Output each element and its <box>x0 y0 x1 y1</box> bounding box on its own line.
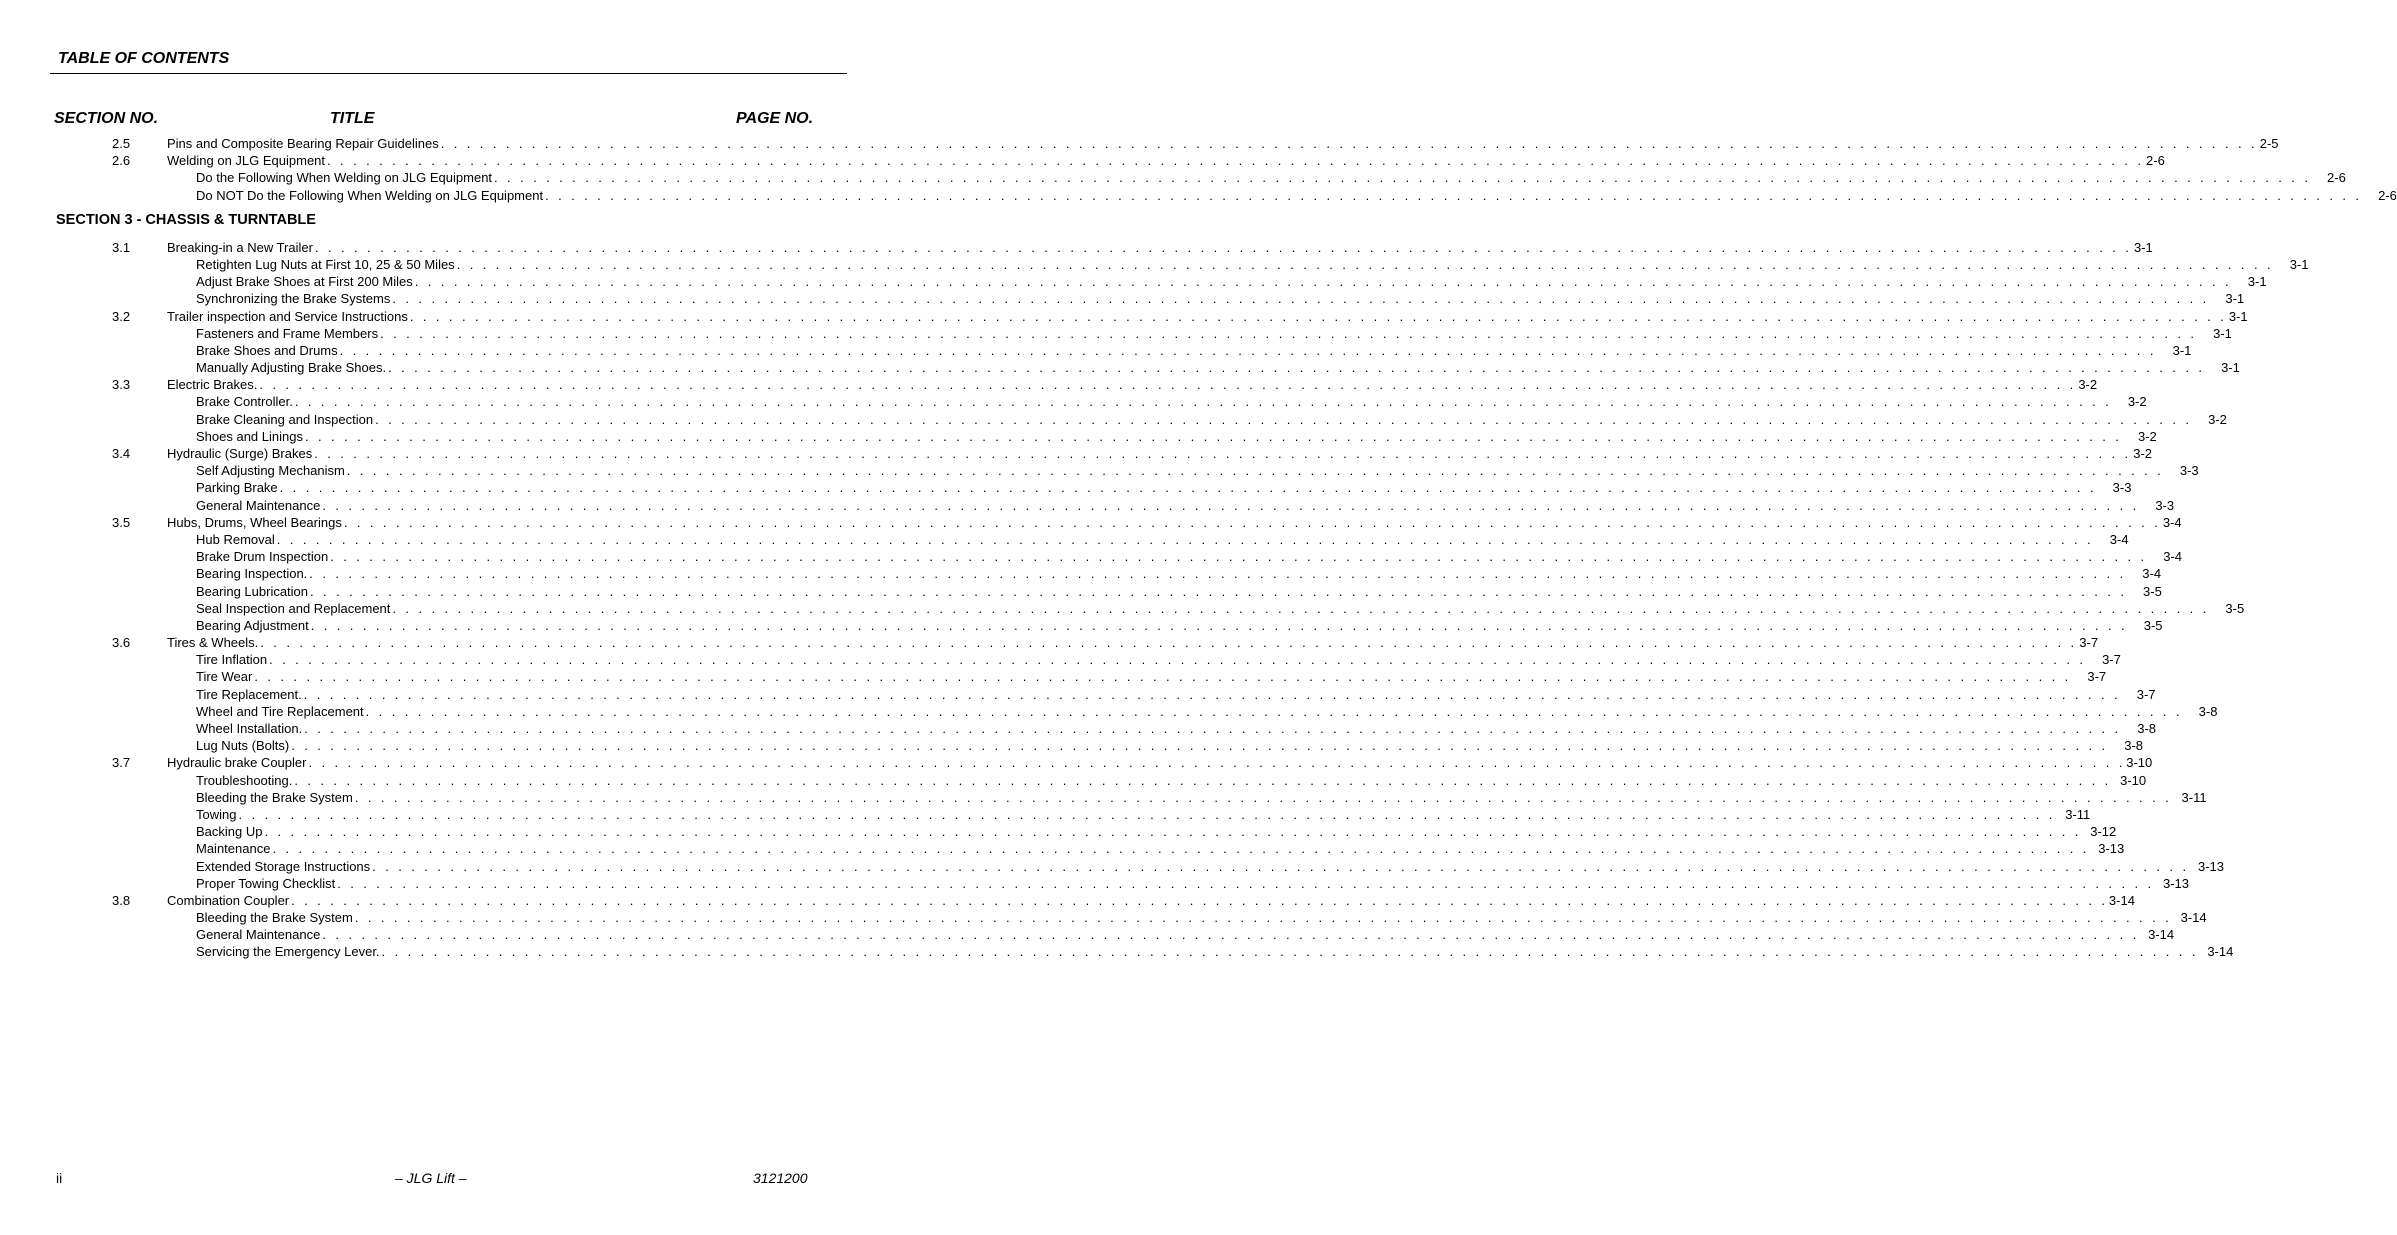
section-heading-text: SECTION 3 - CHASSIS & TURNTABLE <box>56 211 316 228</box>
toc-entry-number: 3.5 <box>112 514 131 530</box>
dot-leader: . . . . . . . . . . . . . . . . . . . . . . . . . . . . . . . . . . . . . . . . . . . . . . . . . . . . . . . . . . . . . . . . . . . . . . . . . . . . . . . . . . . . . . . . . . . . . . . . . . . . . . . . . . . . . . . . . . . . . . . . . . . . . . . . . . . . . . . . . . . . <box>259 377 2077 393</box>
dot-leader: . . . . . . . . . . . . . . . . . . . . . . . . . . . . . . . . . . . . . . . . . . . . . . . . . . . . . . . . . . . . . . . . . . . . . . . . . . . . . . . . . . . . . . . . . . . . . . . . . . . . . . . . . . . . . . . . . . . . . . . . . . . . . . . . . . . . . . . . . . . . <box>238 806 2056 822</box>
toc-subentry[interactable] <box>0 342 2192 359</box>
dot-leader: . . . . . . . . . . . . . . . . . . . . . . . . . . . . . . . . . . . . . . . . . . . . . . . . . . . . . . . . . . . . . . . . . . . . . . . . . . . . . . . . . . . . . . . . . . . . . . . . . . . . . . . . . . . . . . . . . . . . . . . . . . . . . . . . . . . . . . . . . . . . <box>494 170 2311 186</box>
toc-entry-title: Brake Drum Inspection <box>196 549 329 565</box>
dot-leader: . . . . . . . . . . . . . . . . . . . . . . . . . . . . . . . . . . . . . . . . . . . . . . . . . . . . . . . . . . . . . . . . . . . . . . . . . . . . . . . . . . . . . . . . . . . . . . . . . . . . . . . . . . . . . . . . . . . . . . . . . . . . . . . . . . . . . . . . . . . . <box>346 463 2164 479</box>
toc-entry-title: Do NOT Do the Following When Welding on JLG Equipment <box>196 187 544 203</box>
toc-entry-line <box>196 600 2245 617</box>
toc-entry-line <box>196 943 2234 960</box>
toc-entry-page: 3-14 <box>2180 910 2207 926</box>
toc-entry-line <box>167 308 2248 325</box>
toc-subentry[interactable] <box>0 943 2234 960</box>
dot-leader: . . . . . . . . . . . . . . . . . . . . . . . . . . . . . . . . . . . . . . . . . . . . . . . . . . . . . . . . . . . . . . . . . . . . . . . . . . . . . . . . . . . . . . . . . . . . . . . . . . . . . . . . . . . . . . . . . . . . . . . . . . . . . . . . . . . . . . . . . . . . <box>388 360 2205 376</box>
toc-entry-line <box>196 565 2162 582</box>
toc-entry-line <box>196 359 2240 376</box>
toc-entry-title: Fasteners and Frame Members <box>196 325 379 341</box>
toc-entry-page: 3-3 <box>2155 497 2175 513</box>
dot-leader: . . . . . . . . . . . . . . . . . . . . . . . . . . . . . . . . . . . . . . . . . . . . . . . . . . . . . . . . . . . . . . . . . . . . . . . . . . . . . . . . . . . . . . . . . . . . . . . . . . . . . . . . . . . . . . . . . . . . . . . . . . . . . . . . . . . . . . . . . . . . <box>314 446 2132 461</box>
toc-entry-page: 3-8 <box>2124 738 2143 754</box>
toc-entry-line <box>196 617 2163 634</box>
toc-entry-line <box>196 428 2157 445</box>
toc-subentry[interactable] <box>0 531 2129 548</box>
toc-entry-page: 3-2 <box>2208 411 2227 427</box>
dot-leader: . . . . . . . . . . . . . . . . . . . . . . . . . . . . . . . . . . . . . . . . . . . . . . . . . . . . . . . . . . . . . . . . . . . . . . . . . . . . . . . . . . . . . . . . . . . . . . . . . . . . . . . . . . . . . . . . . . . . . . . . . . . . . . . . . . . . . . . . . . . . <box>279 480 2097 496</box>
toc-subentry[interactable] <box>0 772 2147 789</box>
toc-entry-number: 3.7 <box>112 755 131 771</box>
toc-entry-line <box>196 823 2117 840</box>
footer-document-number: 3121200 <box>753 1170 808 1186</box>
toc-entry-page: 2-5 <box>2259 136 2279 151</box>
toc-entry-line <box>167 376 2098 393</box>
dot-leader: . . . . . . . . . . . . . . . . . . . . . . . . . . . . . . . . . . . . . . . . . . . . . . . . . . . . . . . . . . . . . . . . . . . . . . . . . . . . . . . . . . . . . . . . . . . . . . . . . . . . . . . . . . . . . . . . . . . . . . . . . . . . . . . . . . . . . . . . . . . . <box>440 136 2258 151</box>
toc-entry-line <box>196 325 2232 342</box>
toc-subentry[interactable] <box>0 565 2162 582</box>
dot-leader: . . . . . . . . . . . . . . . . . . . . . . . . . . . . . . . . . . . . . . . . . . . . . . . . . . . . . . . . . . . . . . . . . . . . . . . . . . . . . . . . . . . . . . . . . . . . . . . . . . . . . . . . . . . . . . . . . . . . . . . . . . . . . . . . . . . . . . . . . . . . <box>456 256 2274 272</box>
toc-entry-number: 3.8 <box>112 892 131 908</box>
toc-entry-number: 3.2 <box>112 308 131 324</box>
toc-subentry[interactable] <box>0 548 2183 565</box>
toc-subentry[interactable] <box>0 290 2245 307</box>
toc-entry-line <box>196 737 2143 754</box>
toc-entry-number: 3.6 <box>112 635 131 651</box>
toc-entry-page: 3-4 <box>2142 566 2162 582</box>
dot-leader: . . . . . . . . . . . . . . . . . . . . . . . . . . . . . . . . . . . . . . . . . . . . . . . . . . . . . . . . . . . . . . . . . . . . . . . . . . . . . . . . . . . . . . . . . . . . . . . . . . . . . . . . . . . . . . . . . . . . . . . . . . . . . . . . . . . . . . . . . . . . <box>381 944 2199 960</box>
toc-subentry[interactable] <box>0 823 2117 840</box>
toc-entry-title: Self Adjusting Mechanism <box>196 463 345 479</box>
dot-leader: . . . . . . . . . . . . . . . . . . . . . . . . . . . . . . . . . . . . . . . . . . . . . . . . . . . . . . . . . . . . . . . . . . . . . . . . . . . . . . . . . . . . . . . . . . . . . . . . . . . . . . . . . . . . . . . . . . . . . . . . . . . . . . . . . . . . . . . . . . . . <box>304 428 2122 444</box>
toc-entry-title: Trailer inspection and Service Instructions <box>167 308 408 324</box>
toc-entry[interactable] <box>0 308 2248 325</box>
toc-entry-line <box>196 875 2190 892</box>
toc-entry-line <box>167 152 2165 169</box>
dot-leader: . . . . . . . . . . . . . . . . . . . . . . . . . . . . . . . . . . . . . . . . . . . . . . . . . . . . . . . . . . . . . . . . . . . . . . . . . . . . . . . . . . . . . . . . . . . . . . . . . . . . . . . . . . . . . . . . . . . . . . . . . . . . . . . . . . . . . . . . . . . . <box>339 342 2157 358</box>
toc-entry-page: 3-7 <box>2136 686 2156 702</box>
toc-entry-line <box>196 411 2227 428</box>
toc-subentry[interactable] <box>0 686 2156 703</box>
toc-entry-number: 3.4 <box>112 446 131 461</box>
toc-entry-page: 3-3 <box>2179 463 2199 479</box>
toc-subentry[interactable] <box>0 720 2157 737</box>
dot-leader: . . . . . . . . . . . . . . . . . . . . . . . . . . . . . . . . . . . . . . . . . . . . . . . . . . . . . . . . . . . . . . . . . . . . . . . . . . . . . . . . . . . . . . . . . . . . . . . . . . . . . . . . . . . . . . . . . . . . . . . . . . . . . . . . . . . . . . . . . . . . <box>392 291 2210 307</box>
toc-subentry[interactable] <box>0 617 2163 634</box>
toc-entry-title: Welding on JLG Equipment <box>167 153 326 169</box>
dot-leader: . . . . . . . . . . . . . . . . . . . . . . . . . . . . . . . . . . . . . . . . . . . . . . . . . . . . . . . . . . . . . . . . . . . . . . . . . . . . . . . . . . . . . . . . . . . . . . . . . . . . . . . . . . . . . . . . . . . . . . . . . . . . . . . . . . . . . . . . . . . . <box>294 772 2112 788</box>
dot-leader: . . . . . . . . . . . . . . . . . . . . . . . . . . . . . . . . . . . . . . . . . . . . . . . . . . . . . . . . . . . . . . . . . . . . . . . . . . . . . . . . . . . . . . . . . . . . . . . . . . . . . . . . . . . . . . . . . . . . . . . . . . . . . . . . . . . . . . . . . . . . <box>545 187 2362 203</box>
dot-leader: . . . . . . . . . . . . . . . . . . . . . . . . . . . . . . . . . . . . . . . . . . . . . . . . . . . . . . . . . . . . . . . . . . . . . . . . . . . . . . . . . . . . . . . . . . . . . . . . . . . . . . . . . . . . . . . . . . . . . . . . . . . . . . . . . . . . . . . . . . . . <box>304 721 2122 736</box>
dot-leader: . . . . . . . . . . . . . . . . . . . . . . . . . . . . . . . . . . . . . . . . . . . . . . . . . . . . . . . . . . . . . . . . . . . . . . . . . . . . . . . . . . . . . . . . . . . . . . . . . . . . . . . . . . . . . . . . . . . . . . . . . . . . . . . . . . . . . . . . . . . . <box>294 394 2112 410</box>
dot-leader: . . . . . . . . . . . . . . . . . . . . . . . . . . . . . . . . . . . . . . . . . . . . . . . . . . . . . . . . . . . . . . . . . . . . . . . . . . . . . . . . . . . . . . . . . . . . . . . . . . . . . . . . . . . . . . . . . . . . . . . . . . . . . . . . . . . . . . . . . . . . <box>254 669 2072 685</box>
toc-entry-line <box>196 806 2091 823</box>
toc-entry-line <box>196 169 2346 186</box>
toc-entry-page: 3-8 <box>2198 703 2218 719</box>
toc-entry-page: 2-6 <box>2146 153 2165 169</box>
toc-entry-line <box>167 892 2135 909</box>
toc-entry-page: 3-2 <box>2137 428 2157 444</box>
toc-subentry[interactable] <box>0 497 2175 514</box>
toc-entry-title: Retighten Lug Nuts at First 10, 25 & 50 Miles <box>196 256 455 272</box>
dot-leader: . . . . . . . . . . . . . . . . . . . . . . . . . . . . . . . . . . . . . . . . . . . . . . . . . . . . . . . . . . . . . . . . . . . . . . . . . . . . . . . . . . . . . . . . . . . . . . . . . . . . . . . . . . . . . . . . . . . . . . . . . . . . . . . . . . . . . . . . . . . . <box>330 549 2148 565</box>
toc-entry-line <box>196 531 2129 548</box>
toc-entry-line <box>196 686 2156 703</box>
toc-entry-title: Bearing Inspection. <box>196 566 308 582</box>
dot-leader: . . . . . . . . . . . . . . . . . . . . . . . . . . . . . . . . . . . . . . . . . . . . . . . . . . . . . . . . . . . . . . . . . . . . . . . . . . . . . . . . . . . . . . . . . . . . . . . . . . . . . . . . . . . . . . . . . . . . . . . . . . . . . . . . . . . . . . . . . . . . <box>260 635 2078 651</box>
toc-entry-title: Maintenance <box>196 841 271 857</box>
toc-entry-page: 3-13 <box>2197 858 2224 874</box>
toc-subentry[interactable] <box>0 875 2190 892</box>
toc-entry-title: Tires & Wheels. <box>167 635 259 651</box>
toc-entry-title: Bleeding the Brake System <box>196 910 353 926</box>
toc-entry-page: 3-3 <box>2112 480 2132 496</box>
toc-entry-line <box>167 135 2279 152</box>
toc-entry-title: Tire Replacement. <box>196 686 302 702</box>
dot-leader: . . . . . . . . . . . . . . . . . . . . . . . . . . . . . . . . . . . . . . . . . . . . . . . . . . . . . . . . . . . . . . . . . . . . . . . . . . . . . . . . . . . . . . . . . . . . . . . . . . . . . . . . . . . . . . . . . . . . . . . . . . . . . . . . . . . . . . . . . . . . <box>314 239 2132 255</box>
toc-entry-page: 3-7 <box>2079 635 2099 651</box>
toc-entry[interactable] <box>0 892 2135 909</box>
toc-entry-page: 3-2 <box>2133 446 2153 461</box>
toc-entry-title: Shoes and Linings <box>196 428 303 444</box>
dot-leader: . . . . . . . . . . . . . . . . . . . . . . . . . . . . . . . . . . . . . . . . . . . . . . . . . . . . . . . . . . . . . . . . . . . . . . . . . . . . . . . . . . . . . . . . . . . . . . . . . . . . . . . . . . . . . . . . . . . . . . . . . . . . . . . . . . . . . . . . . . . . <box>310 583 2127 599</box>
toc-entry-line <box>196 497 2175 514</box>
toc-entry-page: 3-5 <box>2143 583 2162 599</box>
toc-entry-page: 2-6 <box>2378 187 2397 203</box>
toc-entry-line <box>196 668 2107 685</box>
toc-entry[interactable] <box>0 135 2279 152</box>
toc-entry-line <box>196 720 2157 737</box>
toc-entry-title: Brake Cleaning and Inspection <box>196 411 374 427</box>
toc-subentry[interactable] <box>0 187 2397 204</box>
toc-subentry[interactable] <box>0 703 2218 720</box>
toc-entry-page: 3-12 <box>2090 824 2117 840</box>
toc-entry-line <box>167 634 2099 651</box>
toc-entry-title: Brake Controller. <box>196 394 293 410</box>
toc-entry-page: 3-10 <box>2126 755 2153 771</box>
toc-entry-line <box>196 858 2224 875</box>
toc-entry-line <box>196 479 2132 496</box>
dot-leader: . . . . . . . . . . . . . . . . . . . . . . . . . . . . . . . . . . . . . . . . . . . . . . . . . . . . . . . . . . . . . . . . . . . . . . . . . . . . . . . . . . . . . . . . . . . . . . . . . . . . . . . . . . . . . . . . . . . . . . . . . . . . . . . . . . . . . . . . . . . . <box>380 325 2197 341</box>
toc-entry-line <box>196 703 2218 720</box>
toc-entry-line <box>196 187 2397 204</box>
page-header-title: TABLE OF CONTENTS <box>58 50 230 67</box>
toc-entry-title: General Maintenance <box>196 927 321 943</box>
dot-leader: . . . . . . . . . . . . . . . . . . . . . . . . . . . . . . . . . . . . . . . . . . . . . . . . . . . . . . . . . . . . . . . . . . . . . . . . . . . . . . . . . . . . . . . . . . . . . . . . . . . . . . . . . . . . . . . . . . . . . . . . . . . . . . . . . . . . . . . . . . . . <box>303 686 2121 702</box>
toc-entry[interactable] <box>0 152 2165 169</box>
toc-subentry[interactable] <box>0 428 2157 445</box>
toc-entry-line <box>196 462 2199 479</box>
toc-subentry[interactable] <box>0 789 2207 806</box>
toc-entry-page: 3-7 <box>2087 669 2107 685</box>
toc-entry-line <box>196 926 2175 943</box>
toc-entry-title: Hydraulic brake Coupler <box>167 755 307 771</box>
toc-entry-page: 3-2 <box>2078 377 2098 393</box>
toc-entry-line <box>167 514 2182 531</box>
toc-entry-line <box>196 789 2207 806</box>
toc-subentry[interactable] <box>0 273 2267 290</box>
toc-entry-page: 2-6 <box>2327 170 2346 186</box>
toc-entry-page: 3-10 <box>2120 772 2147 788</box>
toc-entry-line <box>196 342 2192 359</box>
toc-entry-page: 3-1 <box>2213 325 2232 341</box>
toc-entry-title: Manually Adjusting Brake Shoes. <box>196 360 387 376</box>
toc-subentry[interactable] <box>0 926 2175 943</box>
toc-entry-number: 2.6 <box>112 153 131 169</box>
footer-publisher: – JLG Lift – <box>395 1170 467 1186</box>
toc-entry-page: 3-14 <box>2207 944 2234 960</box>
toc-entry-page: 3-11 <box>2181 789 2207 805</box>
toc-subentry[interactable] <box>0 909 2207 926</box>
toc-entry-page: 3-1 <box>2172 342 2192 358</box>
toc-entry-page: 3-14 <box>2148 927 2175 943</box>
dot-leader: . . . . . . . . . . . . . . . . . . . . . . . . . . . . . . . . . . . . . . . . . . . . . . . . . . . . . . . . . . . . . . . . . . . . . . . . . . . . . . . . . . . . . . . . . . . . . . . . . . . . . . . . . . . . . . . . . . . . . . . . . . . . . . . . . . . . . . . . . . . . <box>372 858 2189 874</box>
toc-entry-line <box>196 840 2125 857</box>
toc-subentry[interactable] <box>0 169 2346 186</box>
toc-entry-title: Parking Brake <box>196 480 278 496</box>
dot-leader: . . . . . . . . . . . . . . . . . . . . . . . . . . . . . . . . . . . . . . . . . . . . . . . . . . . . . . . . . . . . . . . . . . . . . . . . . . . . . . . . . . . . . . . . . . . . . . . . . . . . . . . . . . . . . . . . . . . . . . . . . . . . . . . . . . . . . . . . . . . . <box>276 531 2094 547</box>
toc-entry-line <box>196 651 2121 668</box>
dot-leader: . . . . . . . . . . . . . . . . . . . . . . . . . . . . . . . . . . . . . . . . . . . . . . . . . . . . . . . . . . . . . . . . . . . . . . . . . . . . . . . . . . . . . . . . . . . . . . . . . . . . . . . . . . . . . . . . . . . . . . . . . . . . . . . . . . . . . . . . . . . . <box>414 274 2232 290</box>
toc-entry-page: 3-1 <box>2225 291 2245 307</box>
toc-subentry[interactable] <box>0 359 2240 376</box>
toc-entry-page: 3-1 <box>2247 274 2267 290</box>
toc-entry-title: Hub Removal <box>196 531 275 547</box>
dot-leader: . . . . . . . . . . . . . . . . . . . . . . . . . . . . . . . . . . . . . . . . . . . . . . . . . . . . . . . . . . . . . . . . . . . . . . . . . . . . . . . . . . . . . . . . . . . . . . . . . . . . . . . . . . . . . . . . . . . . . . . . . . . . . . . . . . . . . . . . . . . . <box>310 617 2128 633</box>
toc-entry-page: 3-14 <box>2108 892 2135 908</box>
toc-entry-title: Seal Inspection and Replacement <box>196 600 391 616</box>
toc-entry-page: 3-13 <box>2098 841 2125 857</box>
toc-entry-title: Breaking-in a New Trailer <box>167 239 313 255</box>
toc-entry-title: Troubleshooting. <box>196 772 293 788</box>
toc-entry-title: Adjust Brake Shoes at First 200 Miles <box>196 274 413 290</box>
toc-entry-page: 3-11 <box>2065 806 2091 822</box>
dot-leader: . . . . . . . . . . . . . . . . . . . . . . . . . . . . . . . . . . . . . . . . . . . . . . . . . . . . . . . . . . . . . . . . . . . . . . . . . . . . . . . . . . . . . . . . . . . . . . . . . . . . . . . . . . . . . . . . . . . . . . . . . . . . . . . . . . . . . . . . . . . . <box>354 910 2172 926</box>
toc-entry-number: 3.1 <box>112 239 131 255</box>
dot-leader: . . . . . . . . . . . . . . . . . . . . . . . . . . . . . . . . . . . . . . . . . . . . . . . . . . . . . . . . . . . . . . . . . . . . . . . . . . . . . . . . . . . . . . . . . . . . . . . . . . . . . . . . . . . . . . . . . . . . . . . . . . . . . . . . . . . . . . . . . . . . <box>309 566 2127 582</box>
toc-entry-page: 3-13 <box>2162 875 2190 891</box>
toc-entry-line <box>196 583 2162 600</box>
toc-entry-line <box>167 445 2153 462</box>
column-header-page-no: PAGE NO. <box>736 110 814 127</box>
toc-subentry[interactable] <box>0 806 2091 823</box>
toc-entry-title: Combination Coupler <box>167 892 290 908</box>
toc-subentry[interactable] <box>0 411 2227 428</box>
dot-leader: . . . . . . . . . . . . . . . . . . . . . . . . . . . . . . . . . . . . . . . . . . . . . . . . . . . . . . . . . . . . . . . . . . . . . . . . . . . . . . . . . . . . . . . . . . . . . . . . . . . . . . . . . . . . . . . . . . . . . . . . . . . . . . . . . . . . . . . . . . . . <box>365 703 2183 719</box>
toc-subentry[interactable] <box>0 583 2162 600</box>
toc-subentry[interactable] <box>0 600 2245 617</box>
toc-entry-title: Do the Following When Welding on JLG Equipment <box>196 170 493 186</box>
dot-leader: . . . . . . . . . . . . . . . . . . . . . . . . . . . . . . . . . . . . . . . . . . . . . . . . . . . . . . . . . . . . . . . . . . . . . . . . . . . . . . . . . . . . . . . . . . . . . . . . . . . . . . . . . . . . . . . . . . . . . . . . . . . . . . . . . . . . . . . . . . . . <box>308 755 2126 771</box>
toc-entry-title: Brake Shoes and Drums <box>196 342 338 358</box>
dot-leader: . . . . . . . . . . . . . . . . . . . . . . . . . . . . . . . . . . . . . . . . . . . . . . . . . . . . . . . . . . . . . . . . . . . . . . . . . . . . . . . . . . . . . . . . . . . . . . . . . . . . . . . . . . . . . . . . . . . . . . . . . . . . . . . . . . . . . . . . . . . . <box>392 600 2210 616</box>
dot-leader: . . . . . . . . . . . . . . . . . . . . . . . . . . . . . . . . . . . . . . . . . . . . . . . . . . . . . . . . . . . . . . . . . . . . . . . . . . . . . . . . . . . . . . . . . . . . . . . . . . . . . . . . . . . . . . . . . . . . . . . . . . . . . . . . . . . . . . . . . . . . <box>322 497 2140 513</box>
toc-subentry[interactable] <box>0 651 2121 668</box>
toc-entry-title: Lug Nuts (Bolts) <box>196 738 290 754</box>
toc-entry-line <box>196 256 2309 273</box>
toc-entry-title: Proper Towing Checklist <box>196 875 336 891</box>
toc-entry-line <box>196 548 2183 565</box>
toc-entry[interactable] <box>0 754 2153 771</box>
dot-leader: . . . . . . . . . . . . . . . . . . . . . . . . . . . . . . . . . . . . . . . . . . . . . . . . . . . . . . . . . . . . . . . . . . . . . . . . . . . . . . . . . . . . . . . . . . . . . . . . . . . . . . . . . . . . . . . . . . . . . . . . . . . . . . . . . . . . . . . . . . . . <box>337 875 2155 891</box>
dot-leader: . . . . . . . . . . . . . . . . . . . . . . . . . . . . . . . . . . . . . . . . . . . . . . . . . . . . . . . . . . . . . . . . . . . . . . . . . . . . . . . . . . . . . . . . . . . . . . . . . . . . . . . . . . . . . . . . . . . . . . . . . . . . . . . . . . . . . . . . . . . . <box>354 789 2172 805</box>
toc-entry-title: Electric Brakes. <box>167 377 258 393</box>
toc-entry-number: 3.3 <box>112 377 131 393</box>
toc-entry-page: 3-4 <box>2109 531 2129 547</box>
column-header-section-no: SECTION NO. <box>54 110 159 127</box>
toc-entry-title: Servicing the Emergency Lever. <box>196 944 380 960</box>
dot-leader: . . . . . . . . . . . . . . . . . . . . . . . . . . . . . . . . . . . . . . . . . . . . . . . . . . . . . . . . . . . . . . . . . . . . . . . . . . . . . . . . . . . . . . . . . . . . . . . . . . . . . . . . . . . . . . . . . . . . . . . . . . . . . . . . . . . . . . . . . . . . <box>264 824 2082 840</box>
toc-subentry[interactable] <box>0 737 2143 754</box>
dot-leader: . . . . . . . . . . . . . . . . . . . . . . . . . . . . . . . . . . . . . . . . . . . . . . . . . . . . . . . . . . . . . . . . . . . . . . . . . . . . . . . . . . . . . . . . . . . . . . . . . . . . . . . . . . . . . . . . . . . . . . . . . . . . . . . . . . . . . . . . . . . . <box>409 308 2227 324</box>
dot-leader: . . . . . . . . . . . . . . . . . . . . . . . . . . . . . . . . . . . . . . . . . . . . . . . . . . . . . . . . . . . . . . . . . . . . . . . . . . . . . . . . . . . . . . . . . . . . . . . . . . . . . . . . . . . . . . . . . . . . . . . . . . . . . . . . . . . . . . . . . . . . <box>322 927 2140 943</box>
dot-leader: . . . . . . . . . . . . . . . . . . . . . . . . . . . . . . . . . . . . . . . . . . . . . . . . . . . . . . . . . . . . . . . . . . . . . . . . . . . . . . . . . . . . . . . . . . . . . . . . . . . . . . . . . . . . . . . . . . . . . . . . . . . . . . . . . . . . . . . . . . . . <box>291 738 2108 754</box>
toc-entry-page: 3-7 <box>2102 652 2121 668</box>
toc-entry-line <box>196 772 2147 789</box>
toc-entry-page: 3-1 <box>2228 308 2248 324</box>
toc-subentry[interactable] <box>0 668 2107 685</box>
header-rule <box>50 73 847 74</box>
toc-entry-title: Extended Storage Instructions <box>196 858 371 874</box>
toc-entry-title: Tire Inflation <box>196 652 268 668</box>
toc-entry[interactable] <box>0 376 2098 393</box>
toc-entry-page: 3-5 <box>2143 617 2163 633</box>
toc-entry-title: Wheel and Tire Replacement <box>196 703 364 719</box>
toc-entry-page: 3-1 <box>2289 256 2309 272</box>
dot-leader: . . . . . . . . . . . . . . . . . . . . . . . . . . . . . . . . . . . . . . . . . . . . . . . . . . . . . . . . . . . . . . . . . . . . . . . . . . . . . . . . . . . . . . . . . . . . . . . . . . . . . . . . . . . . . . . . . . . . . . . . . . . . . . . . . . . . . . . . . . . . <box>327 153 2144 169</box>
toc-entry-title: Towing <box>196 806 237 822</box>
dot-leader: . . . . . . . . . . . . . . . . . . . . . . . . . . . . . . . . . . . . . . . . . . . . . . . . . . . . . . . . . . . . . . . . . . . . . . . . . . . . . . . . . . . . . . . . . . . . . . . . . . . . . . . . . . . . . . . . . . . . . . . . . . . . . . . . . . . . . . . . . . . . <box>343 514 2161 530</box>
toc-entry-page: 3-1 <box>2221 360 2240 376</box>
toc-entry-page: 3-4 <box>2163 549 2183 565</box>
dot-leader: . . . . . . . . . . . . . . . . . . . . . . . . . . . . . . . . . . . . . . . . . . . . . . . . . . . . . . . . . . . . . . . . . . . . . . . . . . . . . . . . . . . . . . . . . . . . . . . . . . . . . . . . . . . . . . . . . . . . . . . . . . . . . . . . . . . . . . . . . . . . <box>291 892 2108 908</box>
toc-entry-line <box>196 909 2207 926</box>
toc-entry[interactable] <box>0 514 2182 531</box>
toc-subentry[interactable] <box>0 479 2132 496</box>
toc-entry-title: General Maintenance <box>196 497 321 513</box>
toc-entry-line <box>196 290 2245 307</box>
dot-leader: . . . . . . . . . . . . . . . . . . . . . . . . . . . . . . . . . . . . . . . . . . . . . . . . . . . . . . . . . . . . . . . . . . . . . . . . . . . . . . . . . . . . . . . . . . . . . . . . . . . . . . . . . . . . . . . . . . . . . . . . . . . . . . . . . . . . . . . . . . . . <box>269 652 2086 668</box>
toc-subentry[interactable] <box>0 393 2147 410</box>
toc-entry-title: Bleeding the Brake System <box>196 789 353 805</box>
toc-entry-title: Tire Wear <box>196 669 253 685</box>
toc-entry-line <box>196 393 2147 410</box>
footer-page-number: ii <box>56 1170 63 1186</box>
toc-entry-title: Bearing Adjustment <box>196 617 309 633</box>
toc-entry-page: 3-5 <box>2225 600 2245 616</box>
toc-subentry[interactable] <box>0 840 2125 857</box>
toc-entry-page: 3-4 <box>2162 514 2182 530</box>
dot-leader: . . . . . . . . . . . . . . . . . . . . . . . . . . . . . . . . . . . . . . . . . . . . . . . . . . . . . . . . . . . . . . . . . . . . . . . . . . . . . . . . . . . . . . . . . . . . . . . . . . . . . . . . . . . . . . . . . . . . . . . . . . . . . . . . . . . . . . . . . . . . <box>272 841 2090 857</box>
toc-entry-title: Bearing Lubrication <box>196 583 309 599</box>
toc-entry-number: 2.5 <box>112 136 131 151</box>
toc-entry-page: 3-8 <box>2137 721 2157 736</box>
toc-list <box>0 135 2397 961</box>
toc-entry-line <box>196 273 2267 290</box>
toc-subentry[interactable] <box>0 325 2232 342</box>
toc-entry-title: Hydraulic (Surge) Brakes <box>167 446 313 461</box>
toc-entry-line <box>167 239 2153 256</box>
toc-entry-line <box>167 754 2153 771</box>
toc-entry-page: 3-1 <box>2133 239 2153 255</box>
toc-subentry[interactable] <box>0 256 2309 273</box>
section-heading <box>0 204 954 239</box>
toc-subentry[interactable] <box>0 462 2199 479</box>
toc-entry-title: Hubs, Drums, Wheel Bearings <box>167 514 342 530</box>
toc-entry[interactable] <box>0 239 2153 256</box>
column-header-title: TITLE <box>330 110 375 127</box>
toc-entry-title: Pins and Composite Bearing Repair Guidelines <box>167 136 439 151</box>
toc-entry-title: Synchronizing the Brake Systems <box>196 291 391 307</box>
toc-entry-page: 3-2 <box>2127 394 2147 410</box>
toc-entry[interactable] <box>0 634 2099 651</box>
dot-leader: . . . . . . . . . . . . . . . . . . . . . . . . . . . . . . . . . . . . . . . . . . . . . . . . . . . . . . . . . . . . . . . . . . . . . . . . . . . . . . . . . . . . . . . . . . . . . . . . . . . . . . . . . . . . . . . . . . . . . . . . . . . . . . . . . . . . . . . . . . . . <box>375 411 2192 427</box>
toc-subentry[interactable] <box>0 858 2224 875</box>
toc-entry-title: Wheel Installation. <box>196 721 303 736</box>
toc-entry-title: Backing Up <box>196 824 263 840</box>
toc-entry[interactable] <box>0 445 2153 462</box>
